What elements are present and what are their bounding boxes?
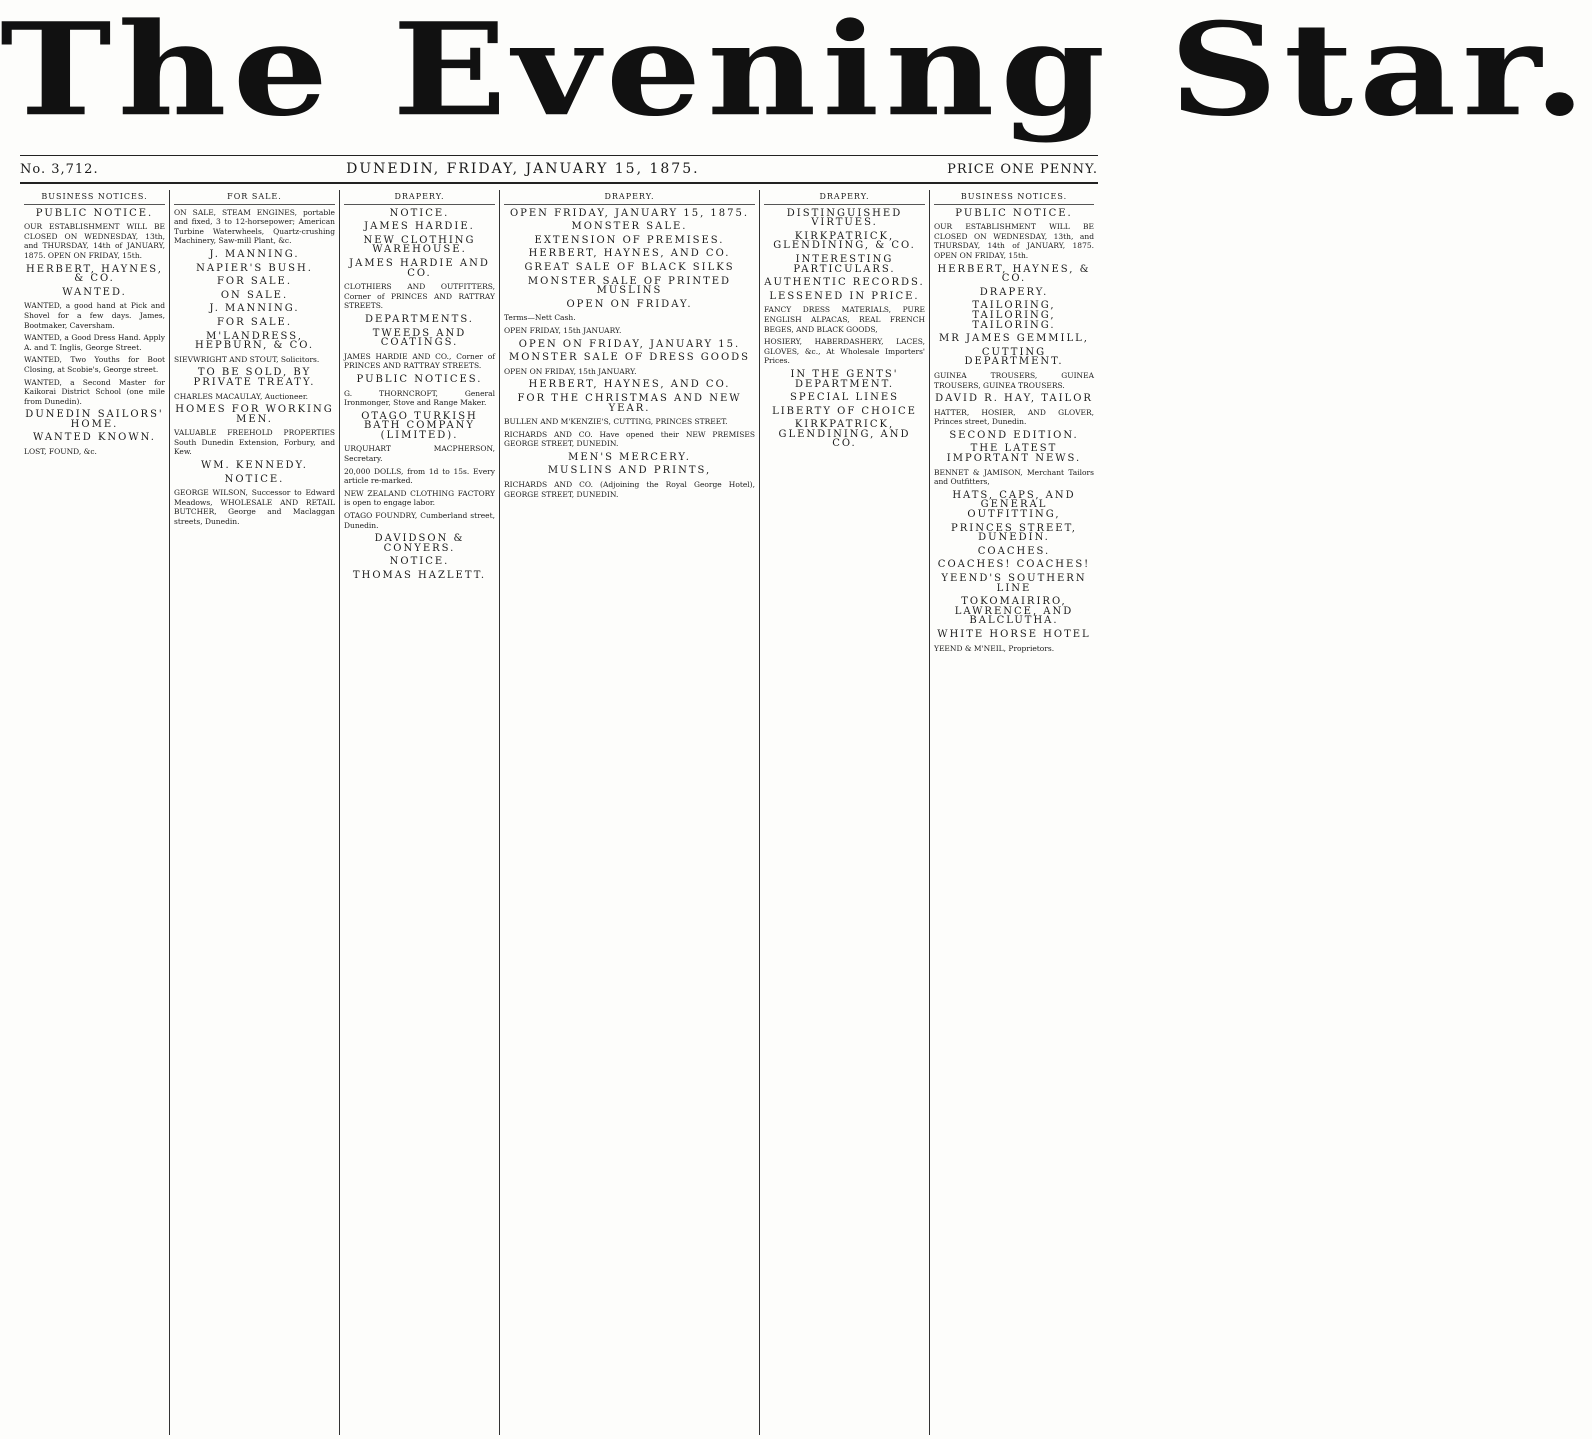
columns [20,190,1098,1435]
article-line: JAMES HARDIE AND CO. [349,257,490,279]
article-line: WHITE HORSE HOTEL [937,628,1091,640]
article-line: NOTICE. [389,556,450,568]
article-line: RICHARDS AND CO. (Adjoining the Royal George Hotel), GEORGE STREET, DUNEDIN. [504,480,755,499]
article-line: OPEN FRIDAY, JANUARY 15, 1875. [509,207,750,219]
article-line: HOMES FOR WORKING MEN. [175,404,334,425]
article-line: OPEN FRIDAY, 15th JANUARY. [504,325,622,335]
article-line: HERBERT, HAYNES, & CO. [26,263,163,285]
article-line: J. MANNING. [209,248,300,260]
article-line: CHARLES MACAULAY, Auctioneer. [174,391,308,401]
place-date: DUNEDIN, FRIDAY, JANUARY 15, 1875. [346,161,700,177]
article-line: DUNEDIN SAILORS' HOME. [25,409,164,430]
article-line: NEW CLOTHING WAREHOUSE. [363,234,476,256]
article-line: HATTER, HOSIER, AND GLOVER, Princes street, Dunedin. [934,407,1094,427]
article-line: HERBERT, HAYNES, AND CO. [528,379,731,391]
article-line: OTAGO FOUNDRY, Cumberland street, Dunedin. [344,511,495,530]
article-line: LOST, FOUND, &c. [24,447,97,457]
masthead-title: The Evening Star. [0,0,1592,145]
article-line: WANTED. [62,286,127,298]
article-line: OPEN ON FRIDAY, JANUARY 15. [518,338,741,350]
article-line: THOMAS HAZLETT. [352,570,487,581]
article-line: JAMES HARDIE AND CO., Corner of PRINCES AND RATTRAY STREETS. [344,351,495,371]
article-line: DRAPERY. [979,286,1049,298]
article-line: TOKOMAIRIRO, LAWRENCE, AND BALCLUTHA. [954,596,1074,627]
article-line: GEORGE WILSON, Successor to Edward Meadows, WHOLESALE AND RETAIL BUTCHER, George and Maclaggan streets, Dunedin. [174,488,335,527]
rule-top [20,155,1098,156]
article-line: NEW ZEALAND CLOTHING FACTORY is open to engage labor. [344,488,495,508]
column-heading: DRAPERY. [344,192,495,205]
article-line: CLOTHIERS AND OUTFITTERS, Corner of PRINCES AND RATTRAY STREETS. [344,282,495,311]
article-line: DAVID R. HAY, TAILOR [935,393,1093,405]
column-heading: DRAPERY. [504,192,755,205]
article-line: OTAGO TURKISH BATH COMPANY (LIMITED). [361,410,478,441]
article-line: OUR ESTABLISHMENT WILL BE CLOSED ON WEDNESDAY, 13th, and THURSDAY, 14th of JANUARY, 1875. OPEN ON FRIDAY, 15th. [24,222,165,260]
article-line: AUTHENTIC RECORDS. [764,277,925,289]
article-line: NOTICE. [224,473,285,485]
column-6 [930,190,1098,1435]
article-line: M'LANDRESS, HEPBURN, & CO. [194,330,315,352]
article-line: DEPARTMENTS. [364,313,474,325]
article-line: WANTED KNOWN. [33,432,156,444]
column-body [344,209,495,581]
article-line: HATS, CAPS, AND GENERAL OUTFITTING, [952,489,1076,521]
article-line: PRINCES STREET, DUNEDIN. [951,522,1077,544]
column-heading: BUSINESS NOTICES. [24,192,165,205]
article-line: VALUABLE FREEHOLD PROPERTIES South Dunedin Extension, Forbury, and Kew. [174,428,335,457]
column-1 [20,190,170,1435]
article-line: MONSTER SALE OF DRESS GOODS [508,352,751,364]
article-line: ON SALE, STEAM ENGINES, portable and fixed, 3 to 12-horsepower; American Turbine Waterwheels, Quartz-crushing Machinery, Saw-mill Plant, &c. [174,207,335,246]
article-line: URQUHART MACPHERSON, Secretary. [344,444,495,464]
article-line: FOR THE CHRISTMAS AND NEW YEAR. [517,392,742,414]
article-line: WANTED, a Good Dress Hand. Apply A. and T. Inglis, George Street. [24,333,165,352]
article-line: WANTED, Two Youths for Boot Closing, at Scobie's, George street. [24,355,165,374]
article-line: COACHES. [977,545,1051,557]
rule-bottom [20,182,1098,184]
article-line: DAVIDSON & CONYERS. [374,533,465,554]
article-line: NAPIER'S BUSH. [196,262,313,274]
article-line: SECOND EDITION. [949,429,1079,441]
article-line: BENNET & JAMISON, Merchant Tailors and Outfitters, [934,467,1094,487]
article-line: KIRKPATRICK, GLENDINING, AND CO. [778,419,911,450]
article-line: SPECIAL LINES [789,392,899,404]
article-line: YEEND & M'NEIL, Proprietors. [934,643,1055,653]
column-heading: DRAPERY. [764,192,925,205]
article-line: TAILORING, TAILORING, TAILORING. [972,300,1056,331]
column-body [764,209,925,449]
column-heading: FOR SALE. [174,192,335,205]
column-3 [340,190,500,1435]
column-body [934,209,1094,654]
article-line: MONSTER SALE. [571,221,688,233]
article-line: KIRKPATRICK, GLENDINING, & CO. [773,230,916,252]
article-line: 20,000 DOLLS, from 1d to 15s. Every article re-marked. [344,466,495,486]
article-line: NOTICE. [389,207,450,219]
dateline [20,158,1098,180]
article-line: MUSLINS AND PRINTS, [547,465,712,477]
article-line: RICHARDS AND CO. Have opened their NEW PREMISES GEORGE STREET, DUNEDIN. [504,429,755,449]
column-4 [500,190,760,1435]
article-line: THE LATEST IMPORTANT NEWS. [946,443,1082,465]
article-line: MONSTER SALE OF PRINTED MUSLINS [527,275,732,297]
article-line: G. THORNCROFT, General Ironmonger, Stove and Range Maker. [344,388,495,408]
article-line: OUR ESTABLISHMENT WILL BE CLOSED ON WEDNESDAY, 13th, and THURSDAY, 14th of JANUARY, 1875. OPEN ON FRIDAY, 15th. [934,222,1094,260]
article-line: GUINEA TROUSERS, GUINEA TROUSERS, GUINEA TROUSERS. [934,370,1094,390]
article-line: HOSIERY, HABERDASHERY, LACES, GLOVES, &c., At Wholesale Importers' Prices. [764,337,925,366]
issue-number: No. 3,712. [20,161,99,177]
article-line: CUTTING DEPARTMENT. [964,346,1064,368]
column-body [24,209,165,457]
article-line: LESSENED IN PRICE. [769,290,920,302]
article-line: SIEVWRIGHT AND STOUT, Solicitors. [174,354,320,364]
article-line: JAMES HARDIE. [364,221,475,233]
article-line: EXTENSION OF PREMISES. [534,234,725,246]
column-2 [170,190,340,1435]
article-line: DISTINGUISHED VIRTUES. [786,207,903,229]
article-line: YEEND'S SOUTHERN LINE [941,573,1087,594]
article-line: HERBERT, HAYNES, AND CO. [528,248,731,260]
article-line: OPEN ON FRIDAY, 15th JANUARY. [504,366,637,376]
column-body [174,208,335,527]
article-line: HERBERT, HAYNES, & CO. [937,263,1091,285]
price: PRICE ONE PENNY. [947,161,1098,177]
article-line: LIBERTY OF CHOICE [772,405,917,417]
column-body [504,209,755,500]
article-line: PUBLIC NOTICE. [35,207,154,219]
column-heading: BUSINESS NOTICES. [934,192,1094,205]
article-line: FOR SALE. [216,276,293,288]
article-line: J. MANNING. [209,303,300,315]
column-5 [760,190,930,1435]
article-line: IN THE GENTS' DEPARTMENT. [790,368,899,390]
article-line: WANTED, a Second Master for Kaikorai District School (one mile from Dunedin). [24,377,165,406]
article-line: COACHES! COACHES! [937,559,1091,571]
article-line: TWEEDS AND COATINGS. [372,327,467,349]
article-line: PUBLIC NOTICES. [356,373,483,385]
article-line: WM. KENNEDY. [201,460,308,472]
article-line: ON SALE. [220,289,289,301]
article-line: MR JAMES GEMMILL, [939,333,1089,345]
article-line: GREAT SALE OF BLACK SILKS [524,261,735,273]
article-line: OPEN ON FRIDAY. [566,298,693,310]
article-line: WANTED, a good hand at Pick and Shovel for a few days. James, Bootmaker, Caversham. [24,301,165,330]
article-line: INTERESTING PARTICULARS. [793,253,896,275]
article-line: BULLEN AND M'KENZIE'S, CUTTING, PRINCES STREET. [504,417,728,427]
article-line: FOR SALE. [216,316,293,328]
article-line: Terms—Nett Cash. [504,313,576,323]
article-line: MEN'S MERCERY. [568,451,691,463]
article-line: PUBLIC NOTICE. [955,207,1073,219]
article-line: FANCY DRESS MATERIALS, PURE ENGLISH ALPACAS, REAL FRENCH BEGES, AND BLACK GOODS, [764,305,925,334]
article-line: TO BE SOLD, BY PRIVATE TREATY. [193,367,316,388]
